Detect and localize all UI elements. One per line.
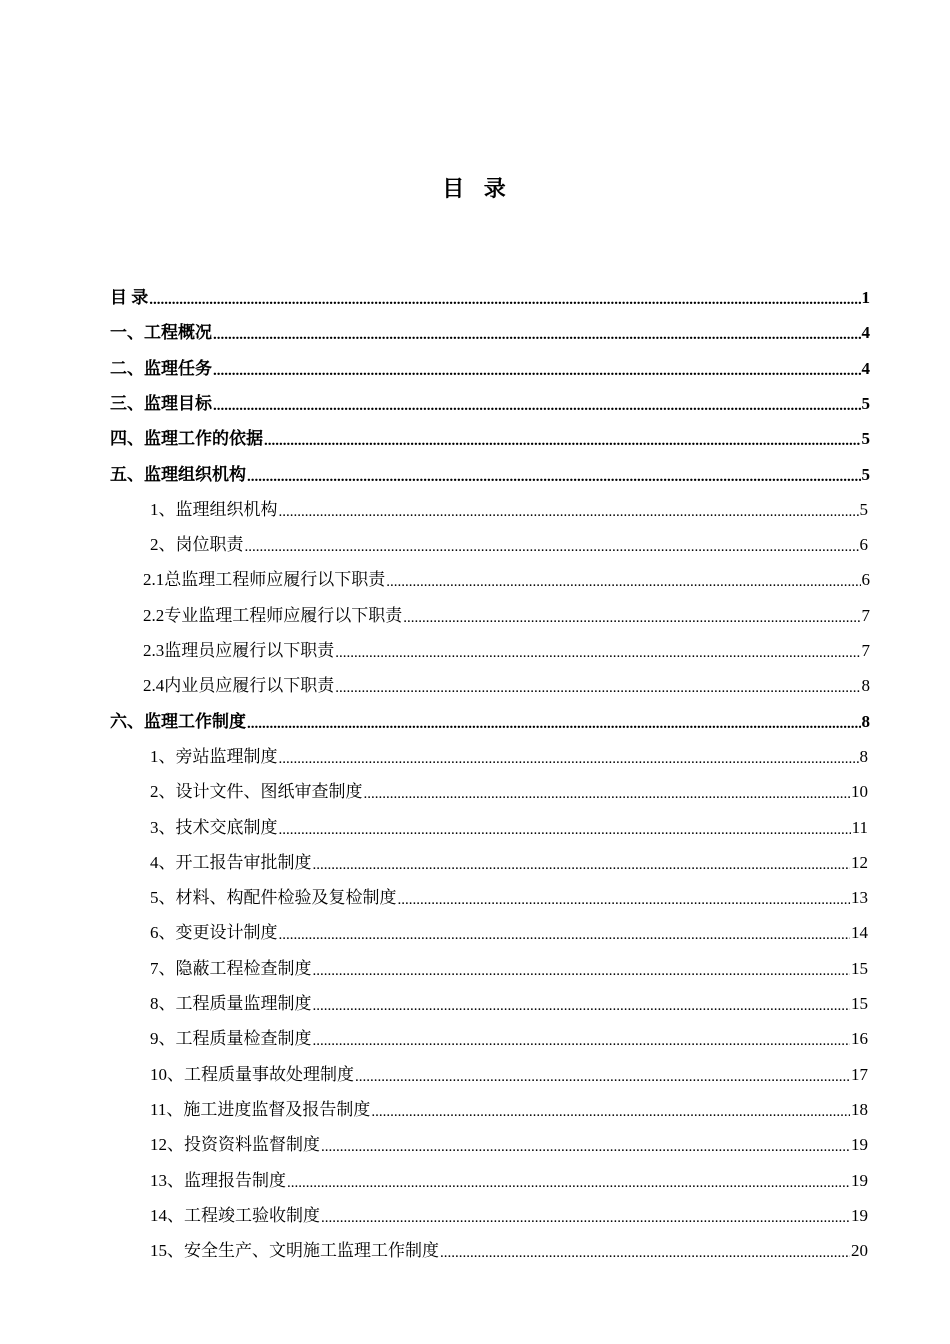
toc-dot-leader xyxy=(287,1170,850,1192)
toc-page-number: 11 xyxy=(851,817,868,837)
toc-page-number: 10 xyxy=(851,782,868,802)
toc-entry-label: 12、投资资料监督制度 xyxy=(150,1135,320,1155)
toc-section-row[interactable] xyxy=(150,809,868,839)
toc-entry-label: 8、工程质量监理制度 xyxy=(150,994,312,1013)
toc-dot-leader xyxy=(364,781,851,803)
toc-entry-label: 一、工程概况 xyxy=(110,323,212,343)
toc-section-row[interactable] xyxy=(150,985,868,1015)
toc-page-number: 8 xyxy=(861,711,870,731)
toc-chapter-row[interactable] xyxy=(110,279,870,309)
toc-entry-label: 2.1总监理工程师应履行以下职责 xyxy=(143,570,386,590)
toc-chapter-row[interactable] xyxy=(110,456,870,486)
toc-dot-leader xyxy=(279,499,859,521)
toc-dot-leader xyxy=(213,358,861,380)
toc-section-row[interactable] xyxy=(143,561,870,591)
toc-entry-label: 2、岗位职责 xyxy=(150,535,244,555)
toc-chapter-row[interactable] xyxy=(110,350,870,380)
toc-dot-leader xyxy=(279,746,859,768)
toc-page-number: 17 xyxy=(851,1064,868,1084)
toc-page-number: 5 xyxy=(859,499,868,519)
toc-dot-leader xyxy=(398,887,851,909)
toc-entry-label: 7、隐蔽工程检查制度 xyxy=(150,958,312,978)
toc-dot-leader xyxy=(264,428,861,450)
toc-entry-label: 13、监理报告制度 xyxy=(150,1170,286,1190)
toc-page-number: 7 xyxy=(861,605,870,625)
toc-dot-leader xyxy=(313,958,851,980)
toc-section-row[interactable] xyxy=(150,1126,868,1156)
toc-section-row[interactable] xyxy=(150,1162,868,1192)
toc-section-row[interactable] xyxy=(150,1056,868,1086)
toc-section-row[interactable] xyxy=(150,1197,868,1227)
toc-page-number: 6 xyxy=(861,570,870,590)
toc-dot-leader xyxy=(371,1099,850,1121)
toc-entry-label: 五、监理组织机构 xyxy=(110,464,246,484)
toc-section-row[interactable] xyxy=(143,597,870,627)
toc-dot-leader xyxy=(403,605,860,627)
toc-section-row[interactable] xyxy=(150,1232,868,1262)
toc-entry-label: 四、监理工作的依据 xyxy=(110,429,263,449)
toc-dot-leader xyxy=(321,1134,850,1156)
toc-section-row[interactable] xyxy=(150,950,868,980)
toc-entry-label: 2.4内业员应履行以下职责 xyxy=(143,676,335,696)
toc-entry-label: 3、技术交底制度 xyxy=(150,817,278,837)
toc-dot-leader xyxy=(321,1205,850,1227)
toc-entry-label: 6、变更设计制度 xyxy=(150,923,278,943)
toc-entry-label: 三、监理目标 xyxy=(110,393,212,413)
toc-page-number: 5 xyxy=(861,464,870,484)
toc-page-number: 19 xyxy=(851,1205,868,1225)
toc-dot-leader xyxy=(213,322,861,344)
toc-page-number: 1 xyxy=(861,288,870,307)
page-title: 目 录 xyxy=(442,176,508,201)
toc-section-row[interactable] xyxy=(150,491,868,521)
toc-page-number: 8 xyxy=(861,676,870,696)
toc-dot-leader xyxy=(213,393,861,415)
toc-page-number: 16 xyxy=(851,1029,868,1049)
toc-section-row[interactable] xyxy=(150,914,868,944)
toc-dot-leader xyxy=(245,534,859,556)
toc-dot-leader xyxy=(335,640,860,662)
toc-section-row[interactable] xyxy=(150,738,868,768)
toc-dot-leader xyxy=(279,817,851,839)
toc-entry-label: 1、旁站监理制度 xyxy=(150,746,278,766)
toc-section-row[interactable] xyxy=(150,1091,868,1121)
toc-entry-label: 5、材料、构配件检验及复检制度 xyxy=(150,888,397,908)
toc-section-row[interactable] xyxy=(143,632,870,662)
toc-page-number: 15 xyxy=(851,958,868,978)
toc-page-number: 18 xyxy=(851,1099,868,1119)
toc-entry-label: 11、施工进度监督及报告制度 xyxy=(150,1099,371,1119)
toc-entry-label: 2.3监理员应履行以下职责 xyxy=(143,641,335,660)
toc-section-row[interactable] xyxy=(150,844,868,874)
toc-entry-label: 目 录 xyxy=(110,288,149,307)
toc-entry-label: 4、开工报告审批制度 xyxy=(150,852,312,872)
toc-section-row[interactable] xyxy=(150,526,868,556)
toc-dot-leader xyxy=(313,852,851,874)
toc-entry-label: 2.2专业监理工程师应履行以下职责 xyxy=(143,605,403,625)
toc-dot-leader xyxy=(335,675,860,697)
toc-chapter-row[interactable] xyxy=(110,385,870,415)
toc-entry-label: 15、安全生产、文明施工监理工作制度 xyxy=(150,1241,439,1261)
toc-dot-leader xyxy=(440,1240,850,1262)
toc-page-number: 6 xyxy=(859,535,868,555)
toc-dot-leader xyxy=(149,287,860,309)
toc-section-row[interactable] xyxy=(150,879,868,909)
toc-entry-label: 10、工程质量事故处理制度 xyxy=(150,1064,354,1084)
toc-entry-label: 六、监理工作制度 xyxy=(110,711,246,731)
toc-dot-leader xyxy=(313,993,851,1015)
toc-section-row[interactable] xyxy=(150,1020,868,1050)
toc-dot-leader xyxy=(355,1064,850,1086)
toc-entry-label: 1、监理组织机构 xyxy=(150,499,278,519)
toc-chapter-row[interactable] xyxy=(110,703,870,733)
toc-section-row[interactable] xyxy=(150,773,868,803)
toc-page-number: 15 xyxy=(851,994,868,1013)
toc-page-number: 7 xyxy=(861,641,870,660)
toc-entry-label: 9、工程质量检查制度 xyxy=(150,1029,312,1049)
toc-dot-leader xyxy=(279,922,851,944)
toc-page-number: 4 xyxy=(861,358,870,378)
toc-dot-leader xyxy=(247,711,861,733)
toc-section-row[interactable] xyxy=(143,667,870,697)
toc-page-number: 20 xyxy=(851,1241,868,1261)
toc-page-number: 5 xyxy=(861,393,870,413)
toc-page-number: 14 xyxy=(851,923,868,943)
toc-page-number: 8 xyxy=(859,746,868,766)
toc-dot-leader xyxy=(386,569,860,591)
toc-page-number: 5 xyxy=(861,429,870,449)
toc-chapter-row[interactable] xyxy=(110,314,870,344)
toc-page-number: 12 xyxy=(851,852,868,872)
toc-page-number: 19 xyxy=(851,1170,868,1190)
toc-dot-leader xyxy=(247,464,861,486)
toc-chapter-row[interactable] xyxy=(110,420,870,450)
toc-page-number: 19 xyxy=(851,1135,868,1155)
toc-entry-label: 二、监理任务 xyxy=(110,358,212,378)
toc-page-number: 4 xyxy=(861,323,870,343)
toc-entry-label: 2、设计文件、图纸审查制度 xyxy=(150,782,363,802)
toc-entry-label: 14、工程竣工验收制度 xyxy=(150,1205,320,1225)
toc-page-number: 13 xyxy=(851,888,868,908)
toc-dot-leader xyxy=(313,1028,851,1050)
